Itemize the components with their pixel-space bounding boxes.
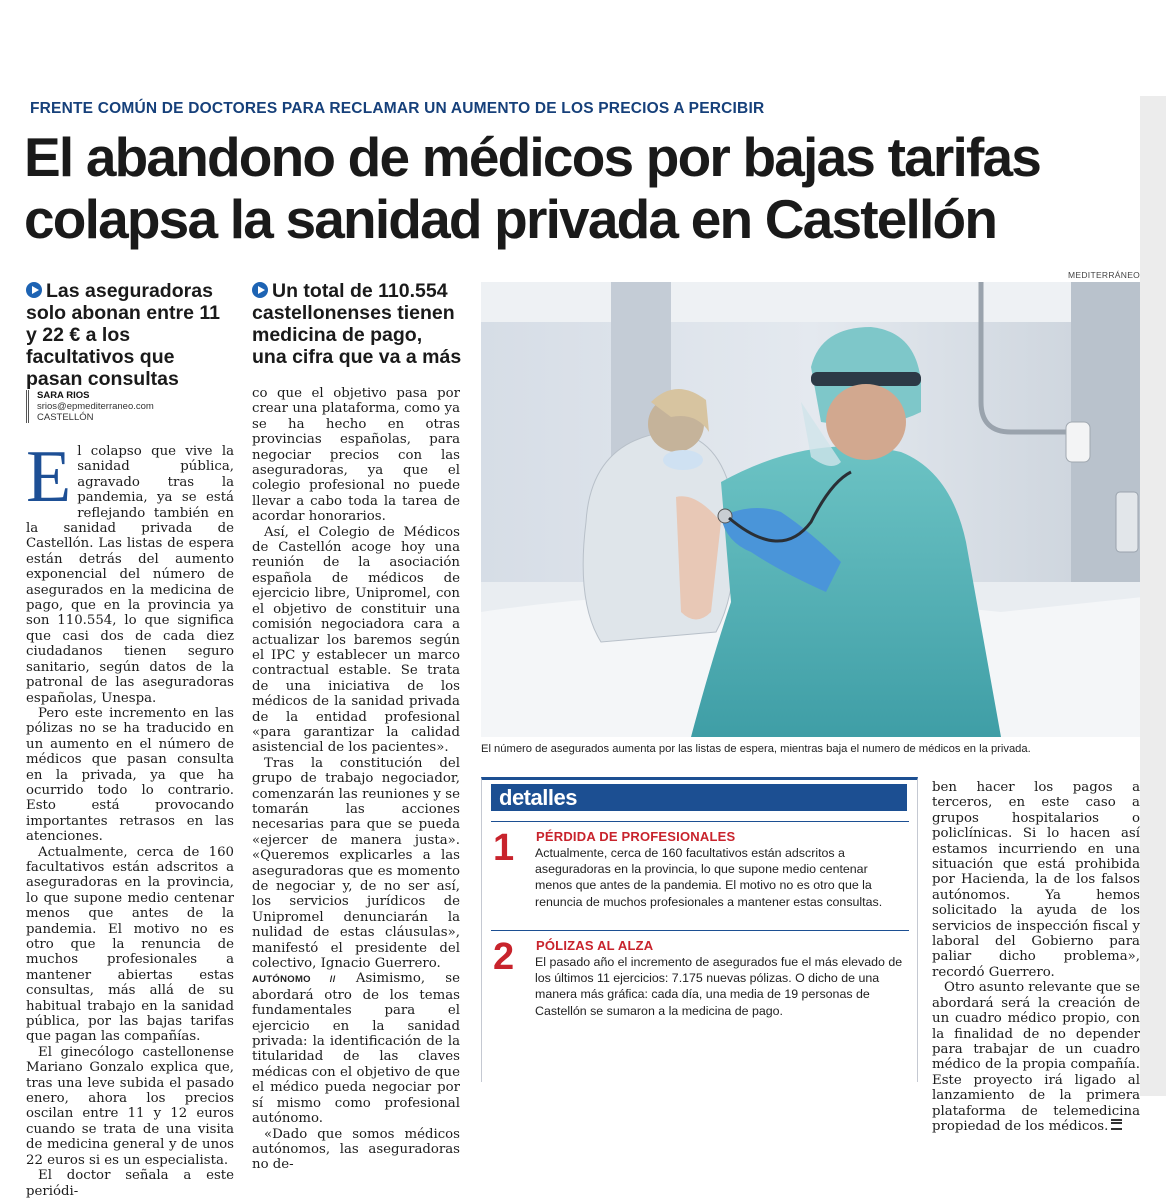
details-item [491,821,909,946]
details-item-number: 1 [493,827,515,869]
details-item-text: El pasado año el incremento de asegurados fue el más elevado de los últimos 11 ejercicios: 7.175 nuevas pólizas. O dicho de una manera más gráfica: cada día, una media de 19 personas de Castellón se sumaron a la medicina de pago. [535,955,903,1018]
kicker: FRENTE COMÚN DE DOCTORES PARA RECLAMAR UN AUMENTO DE LOS PRECIOS A PERCIBIR [30,100,765,117]
page-edge [1140,96,1166,1096]
photo-credit: MEDITERRÁNEO [1068,270,1141,280]
details-item [491,930,909,1046]
article-paragraph: El ginecólogo castellonense Mariano Gonzalo explica que, tras una leve subida el pasado enero, ahora los precios oscilan entre 11 y 12 euros cuando se trata de una visita de medicina general y de unos 22 euros si es un especialista. [26,1044,234,1168]
details-box [481,777,918,1082]
details-item-number: 2 [493,936,515,978]
paragraph-text: Asimismo, se abordará otro de los temas fundamentales para el ejercicio en la sanidad privada: la identificación de la titularidad de las claves médicas con el objetivo de que el médico pueda negociar por sí mismo como profesional autónomo. [252,971,460,1127]
photo-caption: El número de asegurados aumenta por las listas de espera, mientras baja el numero de médicos en la privada. [481,743,1031,755]
article-paragraph [252,971,460,1126]
headline-line-1: El abandono de médicos por bajas tarifas [24,126,1041,188]
dateline: CASTELLÓN [37,412,94,423]
article-column-2 [252,386,460,1173]
section-tag: AUTÓNOMO // [252,974,336,986]
subhead-right [252,280,462,368]
play-arrow-icon [26,282,42,298]
details-item-text: Actualmente, cerca de 160 facultativos están adscritos a aseguradoras en la provincia, lo que supone medio centenar menos que antes de la pandemia. El motivo no es otro que la renuncia de muchos profesionales a mantener estas consultas. [535,846,883,909]
headline [24,126,1139,250]
article-paragraph: Así, el Colegio de Médicos de Castellón acoge hoy una reunión de la asociación española de médicos de ejercicio libre, Unipromel, con el objetivo de constituir una comisión negociadora cara a actualizar los baremos según el IPC y establecer un marco contractual estable. Se trata de una iniciativa de los médicos de la sanidad privada de la entidad profesional «para garantizar la calidad asistencial de los pacientes». [252,524,460,756]
article-paragraph: El doctor señala a este periódi- [26,1168,234,1199]
headline-line-2: colapsa la sanidad privada en Castellón [24,188,997,250]
author-email: srios@epmediterraneo.com [37,401,154,412]
details-item-title: PÉRDIDA DE PROFESIONALES [536,829,736,844]
article-paragraph: co que el objetivo pasa por crear una plataforma, como ya se ha hecho en otras provincias españolas, para negociar precios con las aseguradoras, ya que el colegio profesional no puede llevar a cabo toda la tarea de acordar honorarios. [252,386,460,525]
paragraph-text: Otro asunto relevante que se abordará será la creación de un cuadro médico propio, con la finalidad de no depender para trabajar de un cuadro médico de la propia compañía. Este proyecto irá ligado al lanzamiento de la primera plataforma de telemedicina propiedad de los médicos. [932,980,1140,1134]
paragraph-text: l colapso que vive la sanidad pública, agravado tras la pandemia, ya se está reflejando también en la sanidad privada de Castellón. Las listas de espera están detrás del aumento exponencial del número de asegurados en la medicina de pago, que en la provincia ya son 110.554, lo que significa que casi dos de cada diez ciudadanos tienen seguro sanitario, según datos de la patronal de las aseguradoras españolas, Unespa. [26,444,234,706]
article-paragraph [932,980,1140,1134]
doctor-patient-photo [481,282,1143,737]
article-paragraph [26,436,234,706]
article-paragraph: Pero este incremento en las pólizas no se ha traducido en un aumento en el número de médicos que pasan consulta en la privada, ya que ha ocurrido todo lo contrario. Esto está provocando importantes retrasos en las atenciones. [26,705,234,845]
article-column-3 [932,780,1140,1134]
subhead-left-text: Las aseguradoras solo abonan entre 11 y 22 € a los facultativos que pasan consultas [26,280,220,390]
author-name: SARA RIOS [37,390,90,401]
details-title: detalles [491,784,907,811]
subhead-right-text: Un total de 110.554 castellonenses tienen medicina de pago, una cifra que va a más [252,280,462,368]
article-column-1 [26,436,234,1199]
article-photo [481,282,1143,737]
subhead-left [26,280,234,390]
article-paragraph: ben hacer los pagos a terceros, en este caso a grupos hospitalarios o policlínicas. Si lo hacen así estamos incurriendo en una situación que está prohibida por Hacienda, la de los falsos autónomos. Ya hemos solicitado la ayuda de los servicios de inspección fiscal y laboral del Gobierno para paliar dicho problema», recordó Guerrero. [932,780,1140,980]
end-mark-icon [1111,1119,1122,1130]
play-arrow-icon [252,282,268,298]
article-paragraph: Actualmente, cerca de 160 facultativos están adscritos a aseguradoras en la provincia, lo que supone medio centenar menos que antes de la pandemia. El motivo no es otro que la renuncia de muchos profesionales a mantener abiertas estas consultas, más allá de su habitual trabajo en la sanidad pública, por las bajas tarifas que pagan las compañías. [26,844,234,1045]
article-paragraph: Tras la constitución del grupo de trabajo negociador, comenzarán las reuniones y se tomarán las acciones necesarias para que se pueda «ejercer de manera justa». «Queremos explicarles a las aseguradoras que es momento de negociar y, de no ser así, los servicios jurídicos de Unipromel denunciarán la nulidad de estas cláusulas», manifestó el presidente del colectivo, Ignacio Guerrero. [252,755,460,972]
drop-cap: E [26,436,72,518]
byline [26,390,154,423]
article-paragraph: «Dado que somos médicos autónomos, las aseguradoras no de- [252,1126,460,1173]
details-item-title: PÓLIZAS AL ALZA [536,938,654,953]
